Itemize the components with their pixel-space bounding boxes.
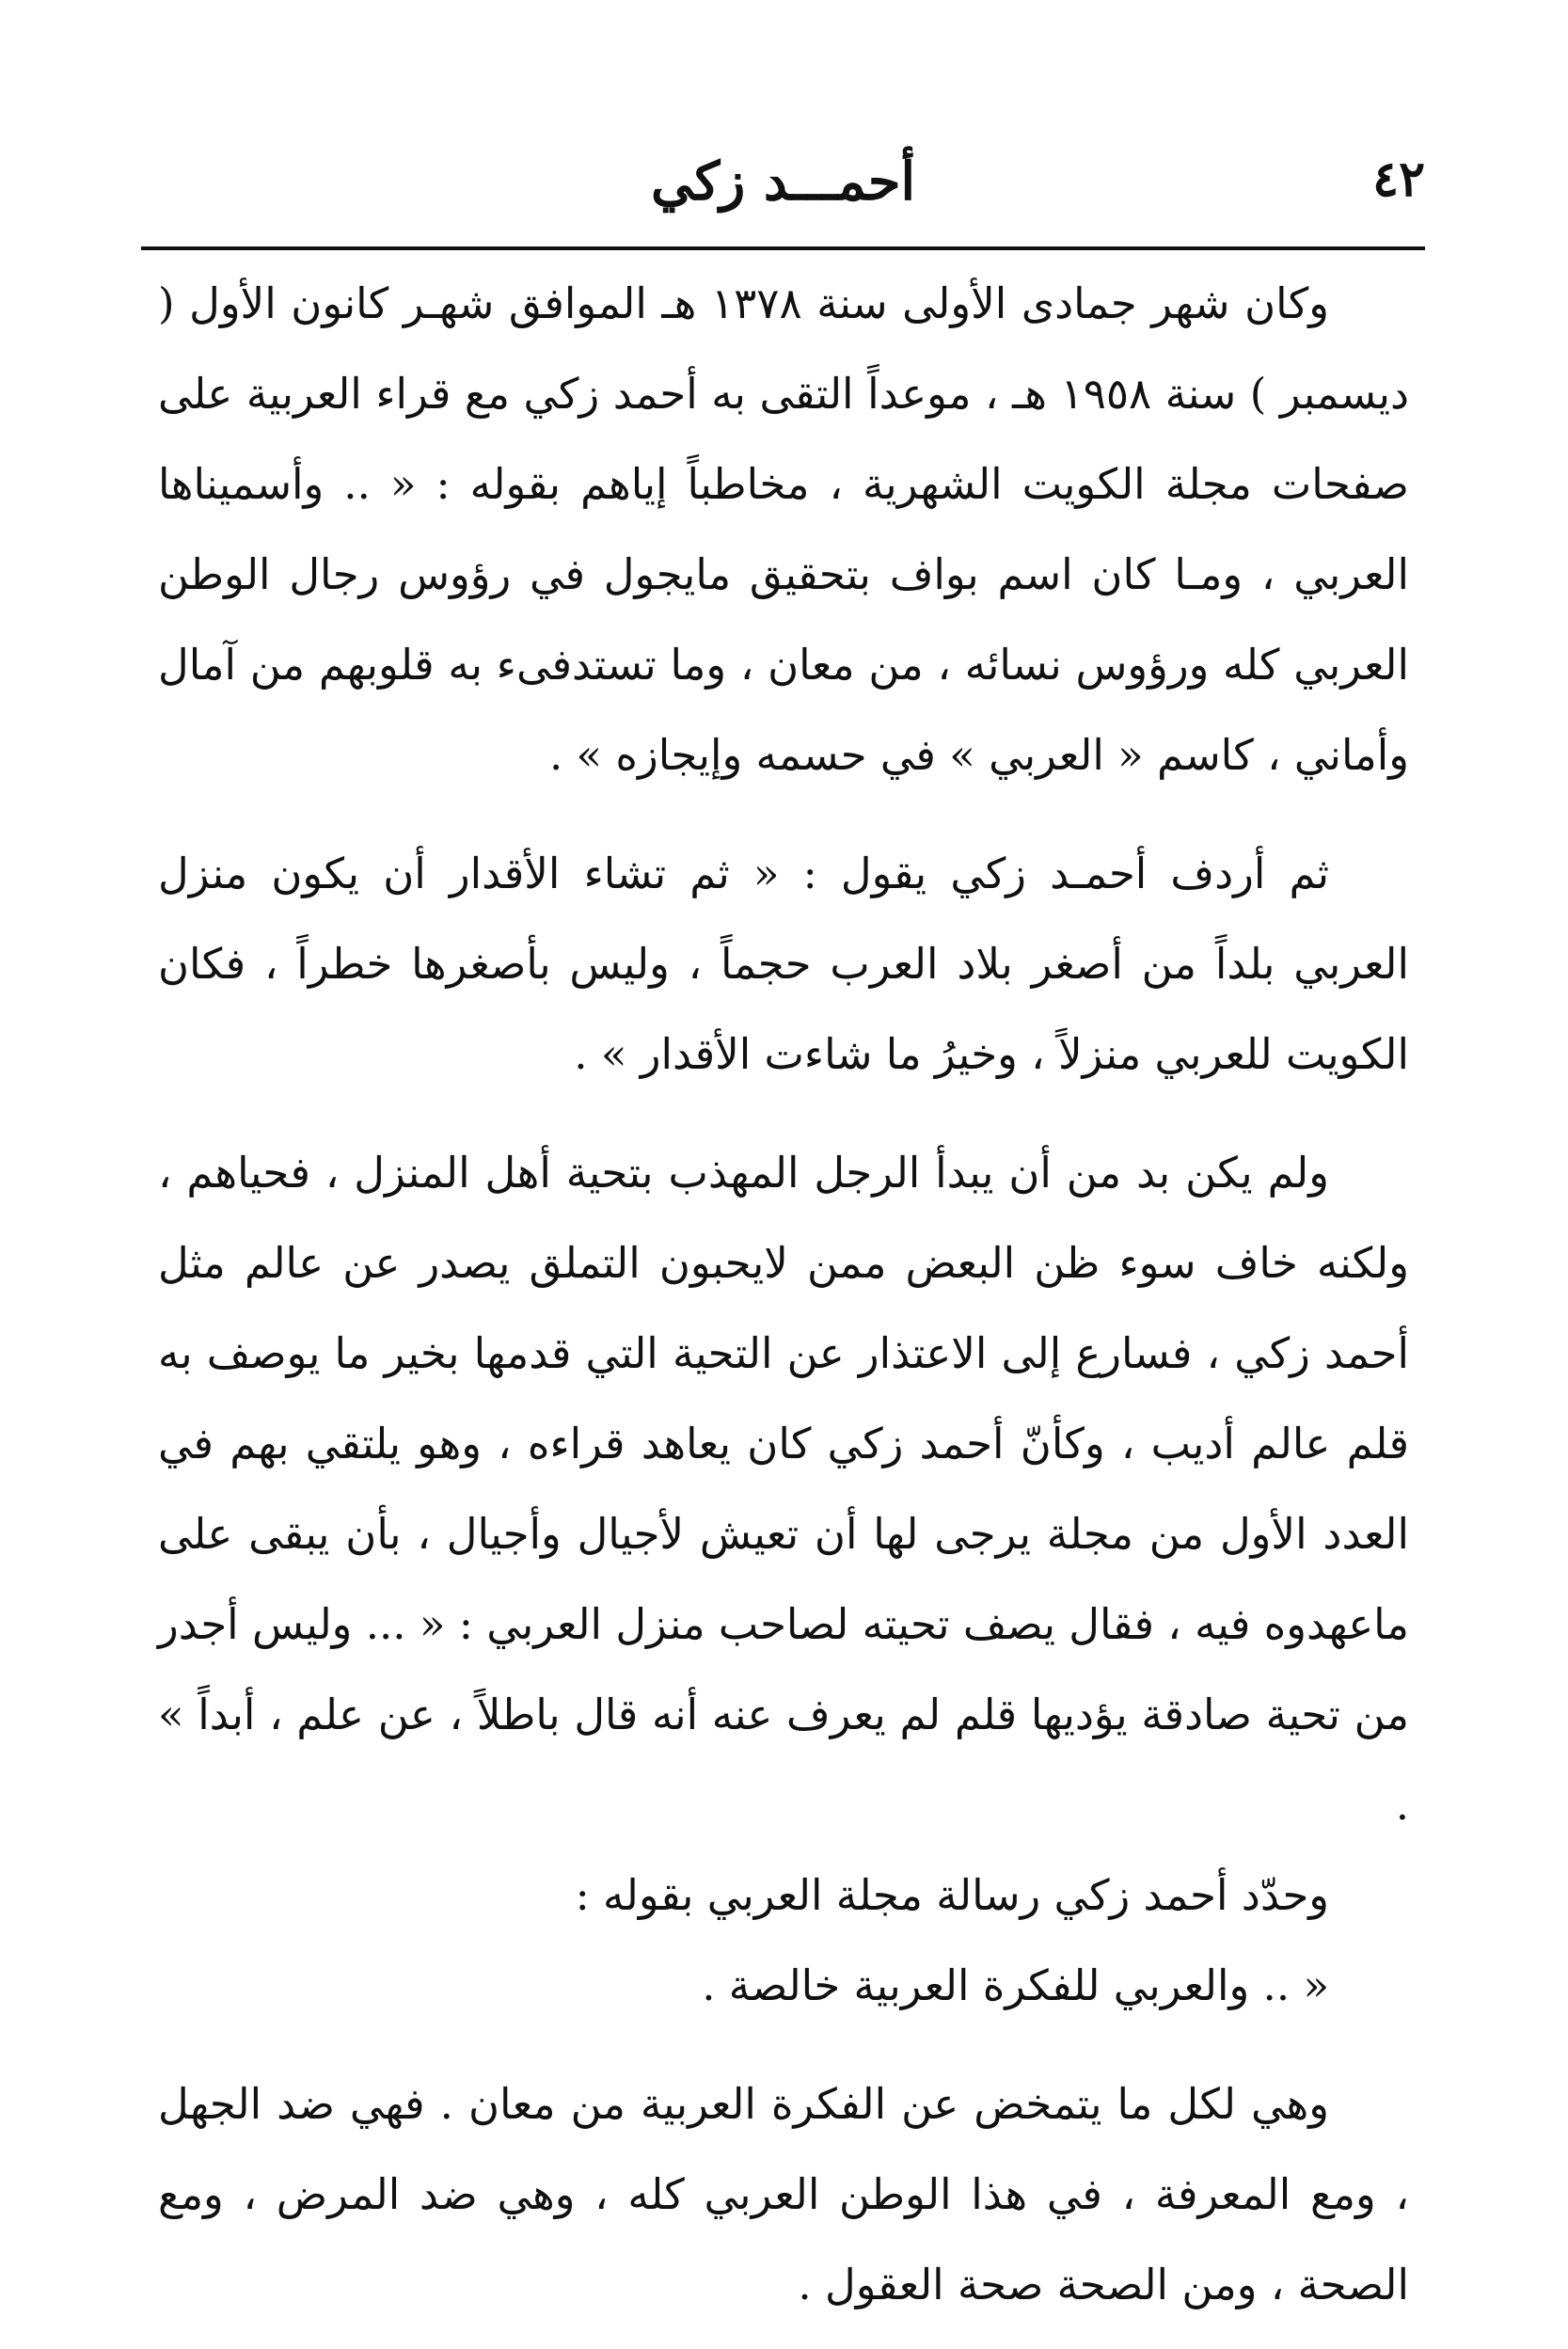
running-title: أحمـــد زكي — [650, 151, 916, 213]
paragraph-2: ثم أردف أحمـد زكي يقول : « ثم تشاء الأقدار أن يكون منزل العربي بلداً من أصغر بلاد العرب حجماً ، وليس بأصغرها خطراً ، فكان الكويت للعربي منزلاً ، وخيرُ ما شاءت الأقدار » . — [158, 849, 1409, 1079]
page-number: ٤٢ — [1372, 151, 1425, 208]
page-header — [141, 141, 1425, 245]
paragraph-3: ولم يكن بد من أن يبدأ الرجل المهذب بتحية أهل المنزل ، فحياهم ، ولكنه خاف سوء ظن البعض ممن لايحبون التملق يصدر عن عالم مثل أحمد زكي ، فسارع إلى الاعتذار عن التحية التي قدمها بخير ما يوصف به قلم عالم أديب ، وكأنّ أحمد زكي كان يعاهد قراءه ، وهو يلتقي بهم في العدد الأول من مجلة يرجى لها أن تعيش لأجيال وأجيال ، بأن يبقى على ماعهدوه فيه ، فقال يصف تحيته لصاحب منزل العربي : « ... وليس أجدر من تحية صادقة يؤديها قلم لم يعرف عنه أنه قال باطلاً ، عن علم ، أبداً » . — [158, 1148, 1409, 1830]
paragraph-5: وهي لكل ما يتمخض عن الفكرة العربية من معان . فهي ضد الجهل ، ومع المعرفة ، في هذا الوطن العربي كله ، وهي ضد المرض ، ومع الصحة ، ومن الصحة صحة العقول . — [158, 2079, 1409, 2309]
quote-line: « .. والعربي للفكرة العربية خالصة . — [702, 1960, 1329, 2010]
paragraph-4: وحدّد أحمد زكي رسالة مجلة العربي بقوله : — [575, 1870, 1329, 1920]
body-text — [158, 259, 1409, 2330]
paragraph-1: وكان شهر جمادى الأولى سنة ١٣٧٨ هـ الموافق شهـر كانون الأول ( ديسمبر ) سنة ١٩٥٨ هـ ، موعداً التقى به أحمد زكي مع قراء العربية على صفحات مجلة الكويت الشهرية ، مخاطباً إياهم بقوله : « .. وأسميناها العربي ، ومـا كان اسم بواف بتحقيق مايجول في رؤوس رجال الوطن العربي كله ورؤوس نسائه ، من معان ، وما تستدفىء به قلوبهم من آمال وأماني ، كاسم « العربي » في حسمه وإيجازه » . — [158, 278, 1410, 780]
header-rule — [141, 246, 1425, 250]
